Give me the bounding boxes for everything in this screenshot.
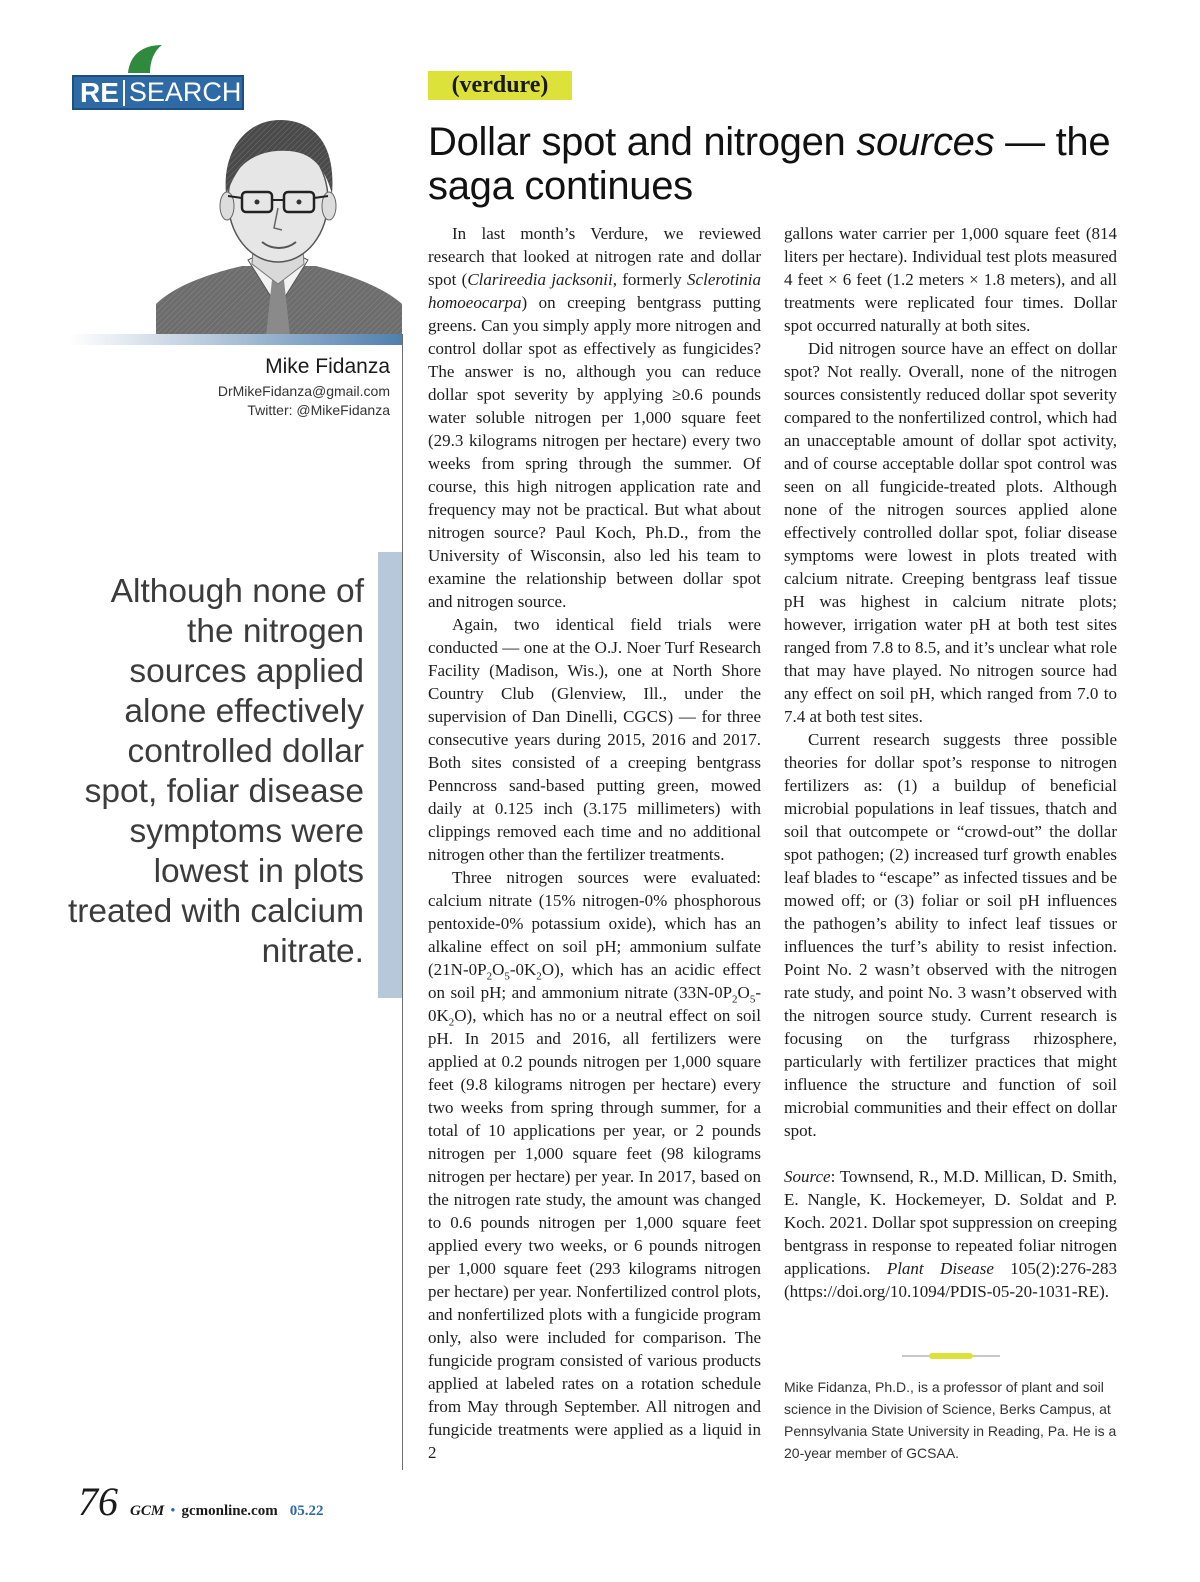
source-doi: 105(2):276-283 (https://doi.org/10.1094/PDIS-05-20-1031-RE). [784,1259,1117,1301]
publication-site: gcmonline.com [181,1503,278,1519]
p1-text-a: In last month’s Verdure, we reviewed research that looked at nitrogen rate and dollar spot ( [428,224,761,289]
headline-part2: sources [856,120,995,164]
p3-sub-5: 5 [749,993,756,1006]
research-logo [72,75,244,110]
headline [428,120,1148,208]
logo-leaf-icon [128,45,162,73]
column-tag: (verdure) [428,71,572,100]
p3-text-g: O), which has no or a neutral effect on soil pH. In 2015 and 2016, all fertilizers were applied at 0.2 pounds nitrogen per 1,000 square feet (9.8 kilograms nitrogen per hectare) every two weeks from spring through summer, for a total of 10 applications per year, or 2 pounds nitrogen per 1,000 square feet (98 kilograms nitrogen per hectare) per year. In 2017, based on the nitrogen rate study, the amount was changed to 0.6 pounds nitrogen per 1,000 square feet applied every two weeks, or 6 pounds nitrogen per 1,000 square feet (293 kilograms nitrogen per hectare) per year. Nonfertilized control plots, and nonfertilized plots with a fungicide program only, also were included for comparison. The fungicide program consisted of various products applied at labeled rates on a rotation schedule from May through September. All nitrogen and fungicide treatments were applied as a liquid in 2 [428,1006,761,1462]
end-divider-accent [929,1353,973,1359]
footer-bullet: • [170,1503,176,1519]
body-paragraph-5: Current research suggests three possible theories for dollar spot’s response to nitrogen fertilizers as: (1) a buildup of beneficial microbial populations in leaf tissues, thatch and soil that outcompete or “crowd-out” the dollar spot pathogen; (2) increased turf growth enables leaf blades to “escape” as infected tissues and be mowed off; or (3) foliar or soil pH influences the pathogen’s ability to infect leaf tissues or influences the turf’s ability to resist infection. Point No. 2 wasn’t observed with the nitrogen rate study, and point No. 3 wasn’t observed with the nitrogen source study. Current research is focusing on the turfgrass rhizosphere, particularly with fertilizer practices that might influence the structure and function of soil microbial communities and their effect on dollar spot. [784,730,1117,1140]
p3-text-d: O), which has an acidic effect on soil pH; and ammonium nitrate (33N-0P [428,960,761,1002]
source-journal: Plant Disease [886,1259,994,1278]
source-text: : Townsend, R., M.D. Millican, D. Smith, E. Nangle, K. Hockemeyer, D. Soldat and P. Koch. 2021. Dollar spot suppression on creeping bentgrass in response to repeated foliar nitrogen applications. [784,1167,1117,1278]
logo-re-text: RE [80,76,119,108]
author-twitter: Twitter: @MikeFidanza [247,402,390,418]
p1-text-c: , formerly [612,270,688,289]
body-paragraph-1 [428,222,761,613]
issue-date: 05.22 [289,1503,324,1519]
page-number: 76 [78,1479,118,1524]
pull-quote-bar [378,552,402,998]
body-paragraph-2: Again, two identical field trials were conducted — one at the O.J. Noer Turf Research Facility (Madison, Wis.), one at North Shore Country Club (Glenview, Ill., under the supervision of Dan Dinelli, CGCS) — for three consecutive years during 2015, 2016 and 2017. Both sites consisted of a creeping bentgrass Penncross sand-based putting green, mowed daily at 0.125 inch (3.175 millimeters) with clippings removed each time and no additional nitrogen other than the fertilizer treatments. [428,615,761,864]
body-column-2 [784,222,1117,1303]
author-email: DrMikeFidanza@gmail.com [217,383,390,399]
body-paragraph-3 [428,866,761,1464]
page-footer [78,1478,323,1525]
author-rule [68,334,402,345]
p1-text-e: ) on creeping bentgrass putting greens. Can you simply apply more nitrogen and control dollar spot as effectively as fungicides? The answer is no, although you can reduce dollar spot severity by applying ≥0.6 pounds water soluble nitrogen per 1,000 square feet (29.3 kilograms nitrogen per hectare) every two weeks from spring through the summer. Of course, this high nitrogen application rate and frequency may not be practical. But what about nitrogen source? Paul Koch, Ph.D., from the University of Wisconsin, also led his team to examine the relationship between dollar spot and nitrogen source. [428,293,761,611]
p3-sub-4: 2 [732,993,738,1006]
pull-quote: Although none of the nitrogen sources applied alone effectively controlled dollar spot, foliar disease symptoms were lowest in plots treated with calcium nitrate. [67,573,364,970]
author-portrait-image [156,108,402,336]
p3-sub-2: 5 [504,970,510,983]
author-bio: Mike Fidanza, Ph.D., is a professor of plant and soil science in the Division of Science, Berks Campus, at Pennsylvania State University in Reading, Pa. He is a 20-year member of GCSAA. [784,1379,1117,1461]
headline-part1: Dollar spot and nitrogen [428,120,857,164]
column-divider [402,334,403,1470]
source-citation [784,1165,1117,1303]
body-paragraph-4: Did nitrogen source have an effect on dollar spot? Not really. Overall, none of the nitrogen sources consistently reduced dollar spot severity compared to the nonfertilized control, which had an unacceptable amount of dollar spot activity, and of course acceptable dollar spot control was seen on all fungicide-treated plots. Although none of the nitrogen sources applied alone effectively controlled dollar spot, foliar disease symptoms were lowest in plots treated with calcium nitrate. Creeping bentgrass leaf tissue pH was highest in calcium nitrate plots; however, irrigation water pH at both test sites ranged from 7.8 to 8.5, and it’s unclear what role that may have played. No nitrogen source had any effect on soil pH, which ranged from 7.0 to 7.4 at both test sites. [784,339,1117,726]
body-paragraph-3-continued: gallons water carrier per 1,000 square feet (814 liters per hectare). Individual test plots measured 4 feet × 6 feet (1.2 meters × 1.8 meters), and all treatments were replicated four times. Dollar spot occurred naturally at both sites. [784,224,1117,335]
p3-sub-6: 2 [448,1016,455,1029]
p3-text-e: O [737,983,750,1002]
logo-search-text: SEARCH [128,77,242,107]
p3-sub-1: 2 [486,970,493,983]
p1-italic-b: Clarireedia jacksonii [467,270,613,289]
p1-italic-d: Sclerotinia homoeocarpa [428,270,762,312]
p3-sub-3: 2 [536,970,542,983]
p3-text-f: -0K [428,983,761,1025]
p3-text-a: Three nitrogen sources were evaluated: calcium nitrate (15% nitrogen-0% phosphorous pentoxide-0% potassium oxide), which has an alkaline effect on soil pH; ammonium sulfate (21N-0P [428,868,761,979]
source-label: Source [784,1167,831,1186]
p3-text-b: O [492,960,505,979]
logo-separator [123,80,125,106]
author-name: Mike Fidanza [265,355,390,378]
publication-name: GCM [130,1503,165,1519]
headline-part3: — the saga continues [428,120,1111,208]
body-column-1 [428,222,761,1464]
p3-text-c: -0K [509,960,537,979]
